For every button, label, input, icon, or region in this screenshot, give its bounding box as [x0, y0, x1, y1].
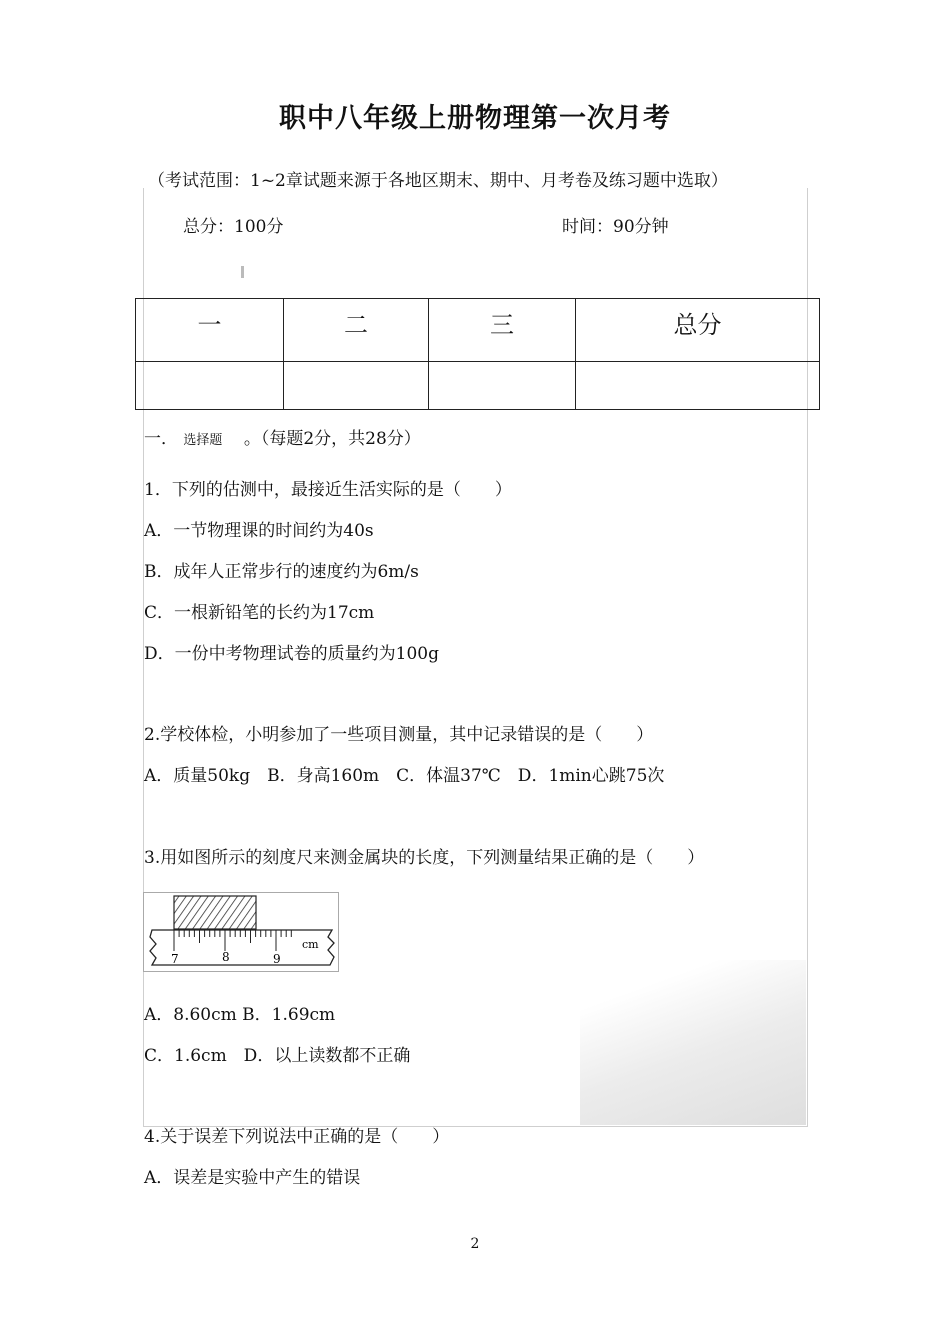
- score-header-total: 总分: [576, 299, 820, 362]
- q3-options-cd: C．1.6cm D．以上读数都不正确: [144, 1046, 411, 1066]
- q1-option-d: D．一份中考物理试卷的质量约为100g: [144, 644, 439, 664]
- score-cell-1[interactable]: [136, 362, 284, 410]
- exam-scope: （考试范围：1~2章试题来源于各地区期末、期中、月考卷及练习题中选取）: [148, 171, 728, 191]
- page-title: 职中八年级上册物理第一次月考: [279, 103, 671, 134]
- question-1: 1．下列的估测中，最接近生活实际的是（ ）: [144, 480, 512, 500]
- score-header-2: 二: [284, 299, 429, 362]
- ruler-drawing: [144, 893, 338, 971]
- score-cell-3[interactable]: [429, 362, 576, 410]
- score-header-1: 一: [136, 299, 284, 362]
- question-4: 4.关于误差下列说法中正确的是（ ）: [144, 1127, 450, 1147]
- total-score: 总分：100分: [183, 217, 284, 237]
- score-header-3: 三: [429, 299, 576, 362]
- ruler-unit: cm: [302, 938, 319, 951]
- ruler-figure: [143, 892, 339, 972]
- exam-time: 时间：90分钟: [562, 217, 669, 237]
- question-3: 3.用如图所示的刻度尺来测金属块的长度，下列测量结果正确的是（ ）: [144, 848, 705, 868]
- score-cell-total[interactable]: [576, 362, 820, 410]
- score-cell-2[interactable]: [284, 362, 429, 410]
- section-name: 选择题: [183, 433, 223, 448]
- question-2: 2.学校体检，小明参加了一些项目测量，其中记录错误的是（ ）: [144, 725, 654, 745]
- section-heading: [144, 424, 421, 449]
- page-number: 2: [470, 1236, 480, 1252]
- background-watermark-image: [580, 960, 806, 1125]
- background-mark: [241, 266, 244, 278]
- q4-option-a: A．误差是实验中产生的错误: [144, 1168, 361, 1188]
- q2-options: A．质量50kg B．身高160m C．体温37℃ D．1min心跳75次: [144, 766, 665, 786]
- ruler-label-8: 8: [222, 950, 230, 964]
- section-prefix: 一．: [144, 429, 178, 449]
- metal-block: [174, 896, 256, 929]
- ruler-label-9: 9: [273, 952, 281, 966]
- section-points: 。（每题2分，共28分）: [243, 429, 421, 449]
- q3-options-ab: A．8.60cm B．1.69cm: [144, 1005, 336, 1025]
- q1-option-a: A．一节物理课的时间约为40s: [144, 521, 374, 541]
- ruler-label-7: 7: [171, 952, 179, 966]
- q1-option-c: C．一根新铅笔的长约为17cm: [144, 603, 375, 623]
- q1-option-b: B．成年人正常步行的速度约为6m/s: [144, 562, 419, 582]
- score-table: [135, 298, 820, 410]
